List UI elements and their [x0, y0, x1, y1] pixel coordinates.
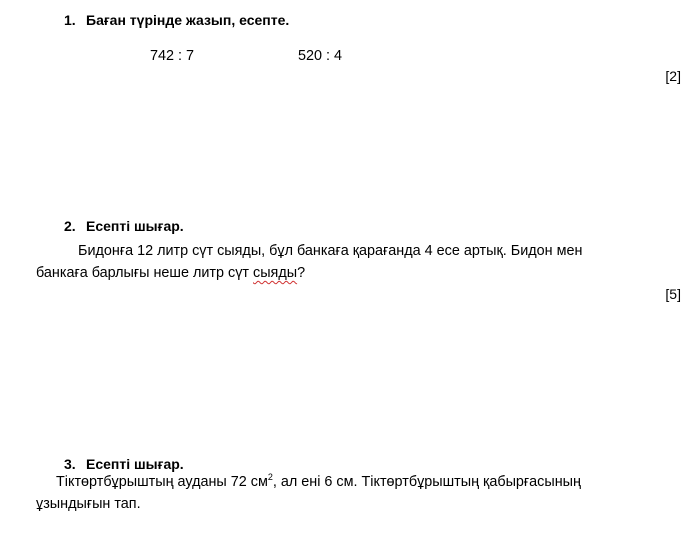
task-2-text-line-2 — [36, 262, 305, 284]
spellcheck-flagged-word: сыяды — [253, 265, 298, 281]
task-2-heading — [64, 218, 184, 234]
task-3-text-line-2: ұзындығын тап. — [36, 496, 141, 512]
task-2-text-line-2-start: банкаға барлығы неше литр сүт — [36, 265, 253, 281]
task-1-title: Баған түрінде жазып, есепте. — [86, 12, 290, 28]
task-2-number: 2. — [64, 218, 76, 234]
task-1-number: 1. — [64, 12, 76, 28]
task-1-expression-2: 520 : 4 — [298, 48, 343, 64]
task-3-text-line-1-end: , ал ені 6 см. Тіктөртбұрыштың қабырғасының — [272, 474, 581, 490]
task-1-marks: [2] — [665, 68, 681, 84]
superscript-exponent: 2 — [267, 472, 273, 482]
task-3-text-line-1-start: Тіктөртбұрыштың ауданы 72 см — [56, 474, 268, 490]
task-3-number: 3. — [64, 456, 76, 472]
task-2-title: Есепті шығар. — [86, 218, 184, 234]
task-1-expression-1: 742 : 7 — [150, 48, 195, 64]
task-3-heading — [64, 456, 184, 472]
task-3-text-line-1 — [56, 471, 581, 493]
task-2-text-line-1: Бидонға 12 литр сүт сыяды, бұл банкаға қарағанда 4 есе артық. Бидон мен — [78, 243, 583, 259]
task-2-text-line-2-end: ? — [297, 265, 306, 281]
task-3-title: Есепті шығар. — [86, 456, 184, 472]
task-1-heading — [64, 12, 289, 28]
task-2-marks: [5] — [665, 286, 681, 302]
